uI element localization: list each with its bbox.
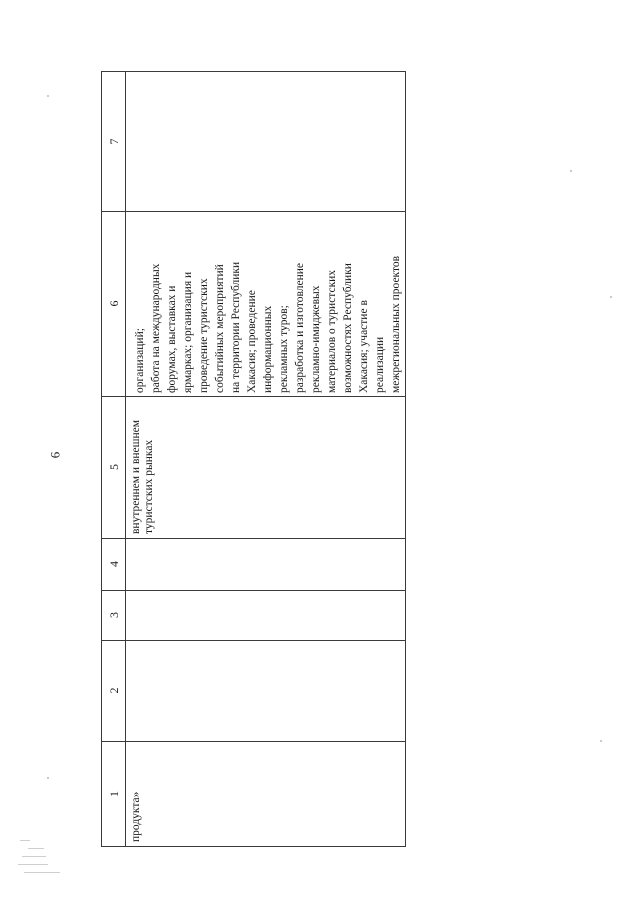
cell-line: возможностях Республики — [342, 263, 354, 393]
column-border — [102, 741, 405, 742]
data-table — [101, 71, 406, 847]
cell-line: материалов о туристских — [326, 269, 338, 393]
column-border — [102, 538, 405, 539]
cell-line: Хакасия; участие в — [358, 300, 370, 393]
cell-line: проведение туристских — [198, 278, 210, 393]
cell-line: форумах, выставках и — [166, 285, 178, 393]
cell-line: Хакасия; проведение — [246, 290, 258, 393]
cell-line: работа на международных — [150, 263, 162, 393]
scan-speck — [610, 296, 612, 298]
cell-line: рекламно-имиджевых — [310, 285, 322, 393]
cell-line: рекламных туров; — [278, 305, 290, 393]
header-cell-1: 1 — [107, 791, 121, 797]
header-cell-3: 3 — [107, 612, 121, 618]
header-cell-4: 4 — [107, 561, 121, 567]
column-border — [102, 590, 405, 591]
header-cell-6: 6 — [107, 300, 121, 307]
cell-line: событийных мероприятий — [214, 264, 226, 393]
header-cell-2: 2 — [107, 687, 121, 694]
cell-col6 — [132, 211, 404, 395]
cell-line: внутреннем и внешнем — [130, 419, 142, 534]
header-cell-7: 7 — [107, 138, 121, 145]
scan-speck — [600, 740, 602, 742]
cell-line: продукта» — [130, 791, 142, 842]
scan-speck — [47, 777, 49, 779]
cell-col5 — [130, 396, 400, 536]
scan-smudge — [18, 836, 60, 876]
scan-speck — [47, 95, 49, 97]
cell-col1 — [130, 744, 400, 844]
cell-line: информационных — [262, 305, 274, 393]
header-separator — [125, 72, 126, 846]
column-border — [102, 640, 405, 641]
cell-line: туристских рынках — [143, 439, 155, 534]
cell-line: ярмарках; организация и — [182, 271, 194, 393]
scan-speck — [570, 170, 572, 172]
cell-line: межрегиональных проектов — [390, 255, 402, 393]
cell-line: на территории Республики — [230, 261, 242, 393]
header-cell-5: 5 — [107, 464, 121, 470]
page-number: 6 — [47, 451, 63, 459]
cell-line: реализации — [374, 336, 386, 393]
cell-line: разработка и изготовление — [294, 262, 306, 393]
cell-line: организаций; — [134, 328, 146, 393]
